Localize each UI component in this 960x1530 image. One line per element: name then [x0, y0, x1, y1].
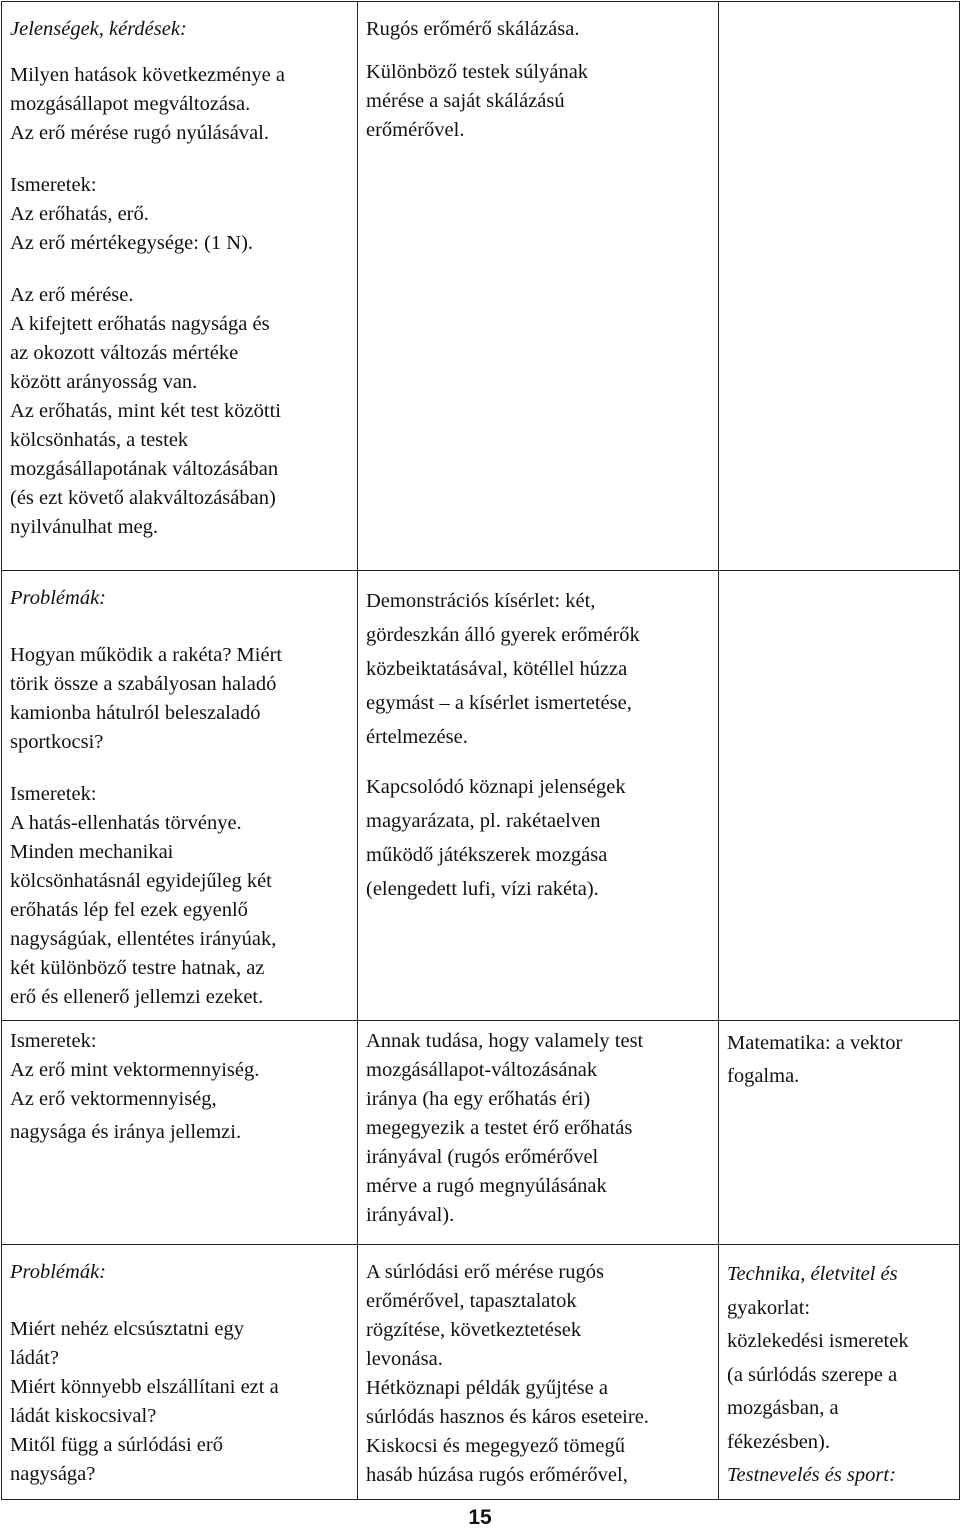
text-line: nagysága és iránya jellemzi.	[10, 1121, 242, 1143]
paragraph	[10, 171, 349, 258]
text-line: Matematika: a vektor	[727, 1032, 903, 1054]
text-line: megegyezik a testet érő erőhatás	[366, 1117, 633, 1139]
text-line: fogalma.	[727, 1065, 800, 1087]
paragraph	[366, 770, 710, 906]
text-line: nagyságúak, ellentétes irányúak,	[10, 928, 277, 950]
section-heading: Problémák:	[10, 587, 107, 609]
text-line: Miért nehéz elcsúsztatni egy	[10, 1318, 244, 1340]
text-line: az okozott változás mértéke	[10, 342, 239, 364]
text-line: Ismeretek:	[10, 783, 97, 805]
text-line: kölcsönhatás, a testek	[10, 429, 189, 451]
text-line: értelmezése.	[366, 726, 468, 748]
table-row	[2, 1021, 960, 1245]
text-line: kölcsönhatásnál egyidejűleg két	[10, 870, 272, 892]
connections-cell	[719, 1245, 960, 1500]
topics-cell	[2, 1245, 358, 1500]
paragraph	[366, 58, 710, 145]
text-line: nyilvánulhat meg.	[10, 516, 159, 538]
text-line: A kifejtett erőhatás nagysága és	[10, 313, 270, 335]
text-line: A súrlódási erő mérése rugós	[366, 1261, 604, 1283]
activities-cell	[358, 1245, 719, 1500]
text-line: Minden mechanikai	[10, 841, 174, 863]
text-line: Demonstrációs kísérlet: két,	[366, 590, 596, 612]
text-line: Annak tudása, hogy valamely test	[366, 1030, 644, 1052]
text-line: törik össze a szabályosan haladó	[10, 673, 277, 695]
text-line: erő és ellenerő jellemzi ezeket.	[10, 986, 264, 1008]
text-line: Az erő mint vektormennyiség.	[10, 1059, 260, 1081]
text-line: Az erő mérése.	[10, 284, 134, 306]
paragraph	[10, 1027, 349, 1147]
paragraph	[10, 1315, 349, 1489]
cross-curricular-heading: Testnevelés és sport:	[727, 1464, 896, 1486]
text-line: Az erőhatás, erő.	[10, 203, 149, 225]
text-line: kamionba hátulról beleszaladó	[10, 702, 261, 724]
text-line: Ismeretek:	[10, 1030, 97, 1052]
text-line: (a súrlódás szerepe a	[727, 1363, 898, 1386]
text-line: Kapcsolódó köznapi jelenségek	[366, 776, 626, 798]
activities-cell	[358, 2, 719, 571]
text-line: Miért könnyebb elszállítani ezt a	[10, 1376, 279, 1398]
paragraph	[727, 1292, 951, 1460]
cross-curricular-heading: Technika, életvitel és	[727, 1263, 898, 1285]
paragraph	[10, 780, 349, 1012]
curriculum-table	[1, 1, 960, 1500]
paragraph	[366, 1258, 710, 1490]
table-row	[2, 571, 960, 1021]
text-line: mérése a saját skálázású	[366, 90, 565, 112]
text-line: fékezésben).	[727, 1430, 831, 1453]
topics-cell	[2, 1021, 358, 1245]
text-line: Milyen hatások következménye a	[10, 64, 285, 86]
paragraph	[10, 61, 349, 148]
text-line: (és ezt követő alakváltozásában)	[10, 487, 276, 509]
text-line: két különböző testre hatnak, az	[10, 957, 265, 979]
text-line: erőhatás lép fel ezek egyenlő	[10, 899, 248, 921]
text-line: Az erő mértékegysége: (1 N).	[10, 232, 254, 254]
text-line: irányával (rugós erőmérővel	[366, 1146, 599, 1168]
text-line: ládát kiskocsival?	[10, 1405, 157, 1427]
paragraph	[10, 281, 349, 542]
paragraph	[366, 15, 710, 44]
text-line: Hogyan működik a rakéta? Miért	[10, 644, 283, 666]
table-row	[2, 2, 960, 571]
section-heading: Jelenségek, kérdések:	[10, 18, 187, 40]
connections-cell	[719, 2, 960, 571]
topics-cell	[2, 571, 358, 1021]
text-line: iránya (ha egy erőhatás éri)	[366, 1088, 591, 1110]
text-line: irányával).	[366, 1204, 455, 1226]
text-line: erőmérővel, tapasztalatok	[366, 1290, 577, 1312]
text-line: sportkocsi?	[10, 731, 104, 753]
text-line: Mitől függ a súrlódási erő	[10, 1434, 223, 1456]
text-line: mozgásban, a	[727, 1397, 839, 1419]
text-line: nagysága?	[10, 1463, 96, 1485]
paragraph	[366, 584, 710, 754]
text-line: (elengedett lufi, vízi rakéta).	[366, 878, 599, 900]
table-row	[2, 1245, 960, 1500]
text-line: mozgásállapotának változásában	[10, 458, 279, 480]
paragraph	[10, 641, 349, 757]
text-line: Az erő mérése rugó nyúlásával.	[10, 122, 269, 144]
text-line: erőmérővel.	[366, 119, 465, 141]
connections-cell	[719, 1021, 960, 1245]
text-line: magyarázata, pl. rakétaelven	[366, 810, 601, 832]
text-line: Különböző testek súlyának	[366, 61, 589, 83]
text-line: mozgásállapot-változásának	[366, 1059, 598, 1081]
page-number: 15	[468, 1506, 492, 1529]
text-line: hasáb húzása rugós erőmérővel,	[366, 1464, 628, 1486]
paragraph	[727, 1027, 951, 1093]
text-line: Kiskocsi és megegyező tömegű	[366, 1435, 626, 1457]
text-line: Rugós erőmérő skálázása.	[366, 18, 580, 40]
activities-cell	[358, 1021, 719, 1245]
text-line: egymást – a kísérlet ismertetése,	[366, 692, 632, 714]
text-line: súrlódás hasznos és káros eseteire.	[366, 1406, 649, 1428]
connections-cell	[719, 571, 960, 1021]
text-line: közlekedési ismeretek	[727, 1330, 909, 1352]
section-heading: Problémák:	[10, 1261, 107, 1283]
text-line: Hétköznapi példák gyűjtése a	[366, 1377, 608, 1399]
text-line: A hatás-ellenhatás törvénye.	[10, 812, 242, 834]
text-line: mérve a rugó megnyúlásának	[366, 1175, 607, 1197]
text-line: levonása.	[366, 1348, 443, 1370]
activities-cell	[358, 571, 719, 1021]
text-line: Ismeretek:	[10, 174, 97, 196]
text-line: mozgásállapot megváltozása.	[10, 93, 251, 115]
text-line: rögzítése, következtetések	[366, 1319, 582, 1341]
text-line: ládát?	[10, 1347, 59, 1369]
paragraph	[366, 1027, 710, 1230]
text-line: közbeiktatásával, kötéllel húzza	[366, 658, 628, 680]
text-line: között arányosság van.	[10, 371, 198, 393]
text-line: Az erő vektormennyiség,	[10, 1088, 217, 1110]
text-line: gyakorlat:	[727, 1296, 811, 1319]
topics-cell	[2, 2, 358, 571]
text-line: Az erőhatás, mint két test közötti	[10, 400, 281, 422]
text-line: működő játékszerek mozgása	[366, 844, 608, 866]
text-line: gördeszkán álló gyerek erőmérők	[366, 624, 640, 646]
